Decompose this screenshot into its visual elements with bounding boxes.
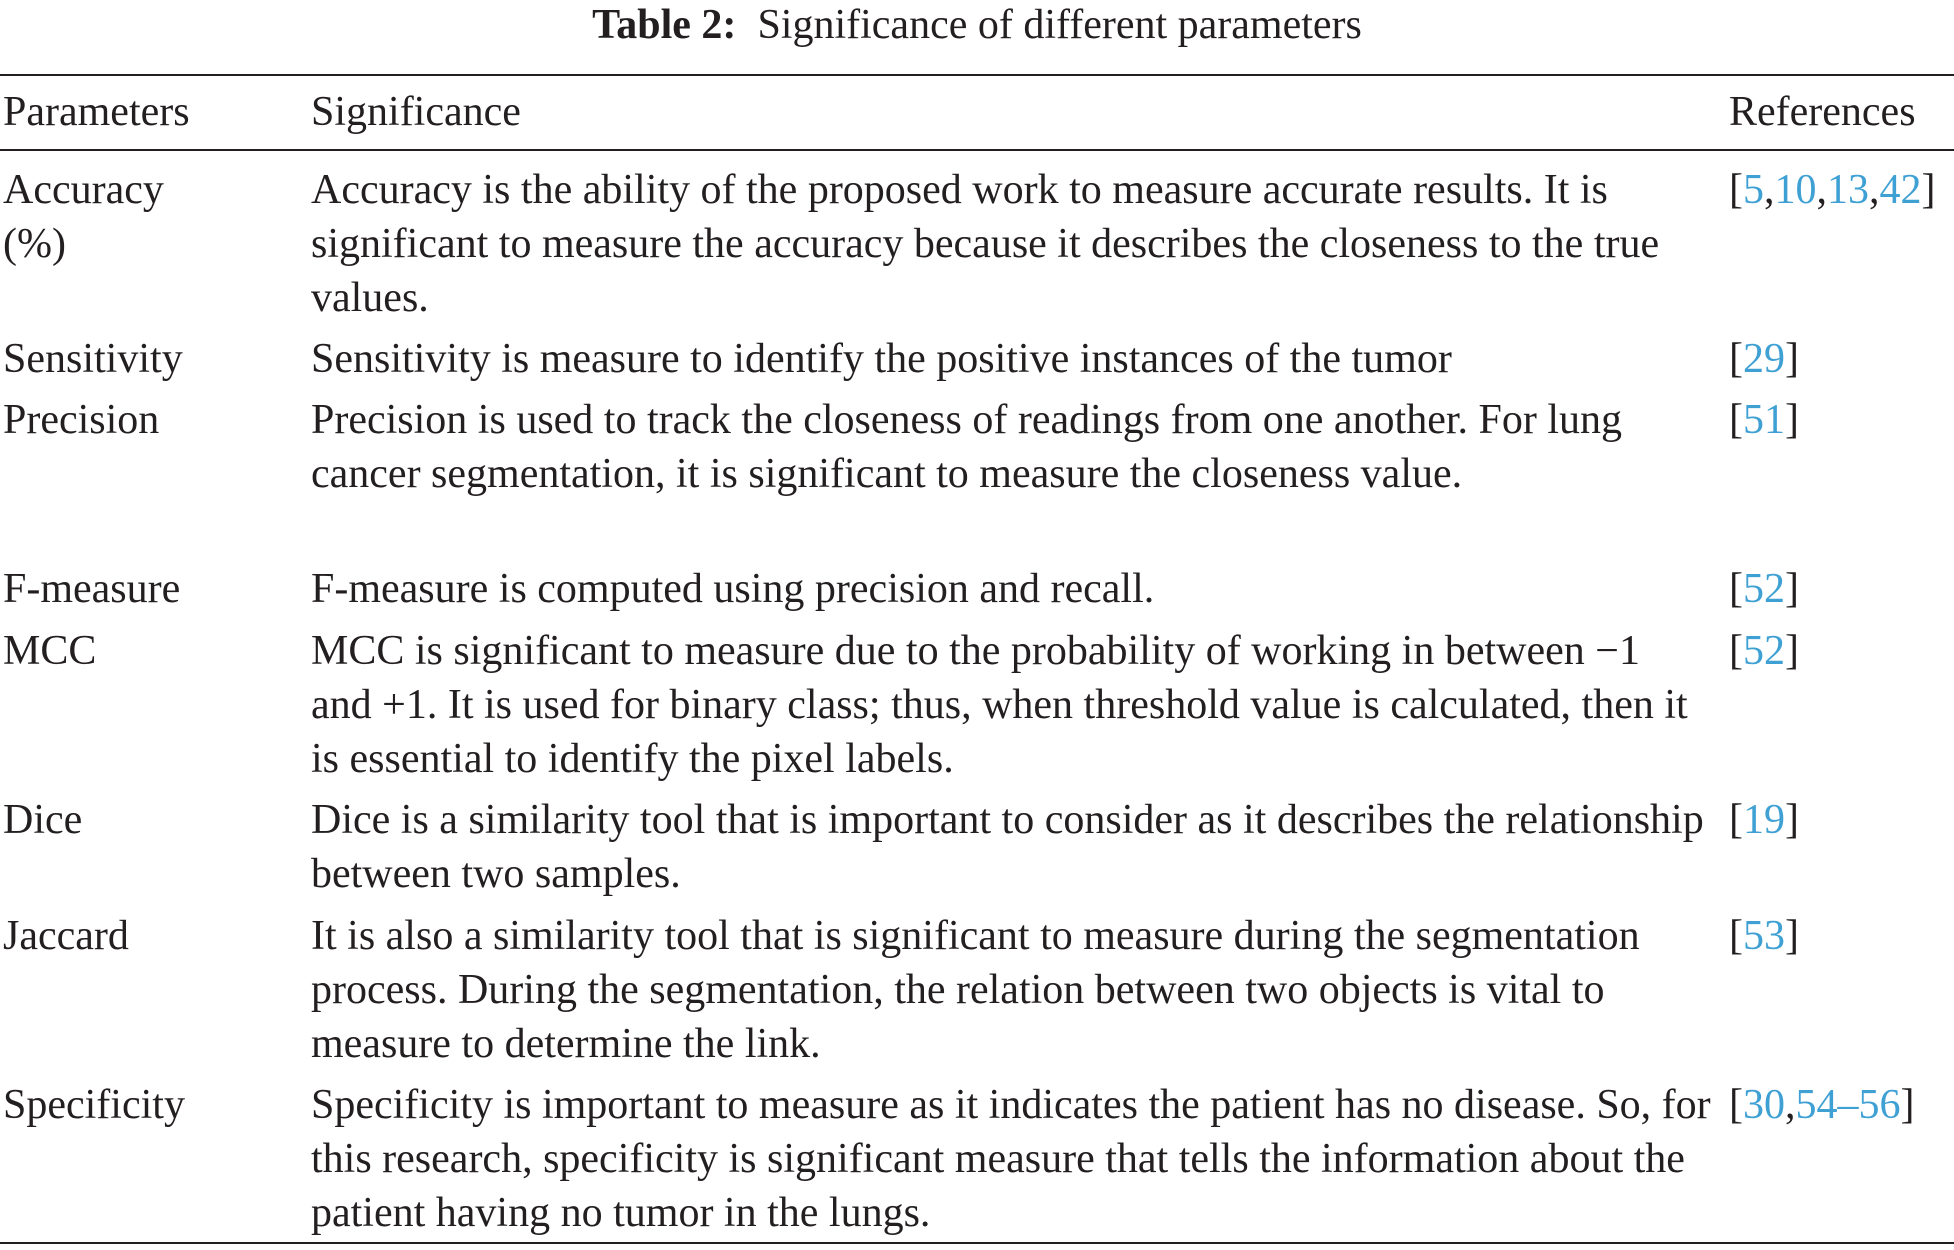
parameter-cell: Dice — [3, 797, 83, 843]
reference-link[interactable]: 54–56 — [1795, 1082, 1901, 1128]
parameter-cell: Accuracy (%) — [3, 167, 164, 267]
parameter-cell: Precision — [3, 397, 160, 443]
reference-punctuation: , — [1869, 167, 1880, 213]
references-cell — [1729, 562, 1954, 616]
reference-punctuation: , — [1764, 167, 1775, 213]
reference-link[interactable]: 10 — [1774, 167, 1817, 213]
reference-punctuation: ] — [1921, 167, 1936, 213]
reference-punctuation: [ — [1729, 797, 1743, 843]
reference-link[interactable]: 19 — [1743, 797, 1785, 843]
significance-cell: F-measure is computed using precision and recall. — [311, 566, 1155, 612]
references-cell — [1729, 163, 1954, 217]
reference-punctuation: [ — [1729, 1082, 1743, 1128]
caption-title: Significance of different parameters — [757, 2, 1362, 48]
references-cell — [1729, 624, 1954, 678]
bottom-rule — [0, 1242, 1954, 1244]
table-row — [0, 332, 1954, 386]
references-cell — [1729, 1078, 1954, 1132]
reference-punctuation: , — [1785, 1082, 1796, 1128]
reference-link[interactable]: 13 — [1827, 167, 1869, 213]
reference-link[interactable]: 42 — [1879, 167, 1922, 213]
reference-punctuation: ] — [1785, 566, 1799, 612]
table-row — [0, 393, 1954, 555]
header-parameters: Parameters — [3, 89, 190, 135]
significance-cell: Dice is a similarity tool that is important to consider as it describes the relationship between two samples. — [311, 797, 1704, 897]
reference-punctuation: [ — [1729, 913, 1743, 959]
parameter-cell: Specificity — [3, 1082, 185, 1128]
references-cell — [1729, 332, 1954, 386]
reference-link[interactable]: 53 — [1743, 913, 1785, 959]
references-cell — [1729, 393, 1954, 447]
table-row — [0, 1078, 1954, 1240]
reference-punctuation: , — [1816, 167, 1827, 213]
parameter-cell: Sensitivity — [3, 336, 183, 382]
significance-cell: It is also a similarity tool that is significant to measure during the segmentation process. During the segmentation, the relation between two objects is vital to measure to determine the link. — [311, 913, 1640, 1067]
reference-link[interactable]: 52 — [1743, 566, 1785, 612]
significance-cell: Accuracy is the ability of the proposed work to measure accurate results. It is significant to measure the accuracy because it describes the closeness to the true values. — [311, 167, 1660, 321]
reference-punctuation: ] — [1900, 1082, 1915, 1128]
table-row — [0, 909, 1954, 1071]
reference-link[interactable]: 51 — [1743, 397, 1785, 443]
reference-punctuation: ] — [1785, 913, 1799, 959]
significance-cell: MCC is significant to measure due to the probability of working in between −1 and +1. It is used for binary class; thus, when threshold value is calculated, then it is essential to identify the pixel labels. — [311, 628, 1688, 782]
table-row — [0, 562, 1954, 616]
table-caption — [0, 0, 1954, 50]
table-row — [0, 163, 1954, 325]
parameter-cell: F-measure — [3, 566, 181, 612]
significance-cell: Precision is used to track the closeness of readings from one another. For lung cancer segmentation, it is significant to measure the closeness value. — [311, 397, 1623, 497]
table-row — [0, 793, 1954, 901]
reference-punctuation: [ — [1729, 628, 1743, 674]
reference-link[interactable]: 5 — [1743, 167, 1764, 213]
reference-punctuation: ] — [1785, 336, 1799, 382]
header-significance: Significance — [311, 89, 521, 135]
significance-cell: Specificity is important to measure as it indicates the patient has no disease. So, for this research, specificity is significant measure that tells the information about the patient having no tumor in the lungs. — [311, 1082, 1711, 1236]
reference-link[interactable]: 29 — [1743, 336, 1785, 382]
table-header — [0, 76, 1954, 148]
references-cell — [1729, 793, 1954, 847]
reference-punctuation: [ — [1729, 566, 1743, 612]
significance-cell: Sensitivity is measure to identify the positive instances of the tumor — [311, 336, 1452, 382]
reference-punctuation: [ — [1729, 336, 1743, 382]
parameter-cell: MCC — [3, 628, 97, 674]
caption-label: Table 2: — [592, 2, 737, 48]
parameter-cell: Jaccard — [3, 913, 129, 959]
header-references: References — [1729, 89, 1916, 135]
reference-link[interactable]: 30 — [1743, 1082, 1785, 1128]
reference-punctuation: ] — [1785, 628, 1799, 674]
reference-link[interactable]: 52 — [1743, 628, 1785, 674]
header-rule — [0, 149, 1954, 151]
references-cell — [1729, 909, 1954, 963]
reference-punctuation: [ — [1729, 397, 1743, 443]
reference-punctuation: [ — [1729, 167, 1743, 213]
reference-punctuation: ] — [1785, 797, 1799, 843]
table-row — [0, 624, 1954, 786]
reference-punctuation: ] — [1785, 397, 1799, 443]
